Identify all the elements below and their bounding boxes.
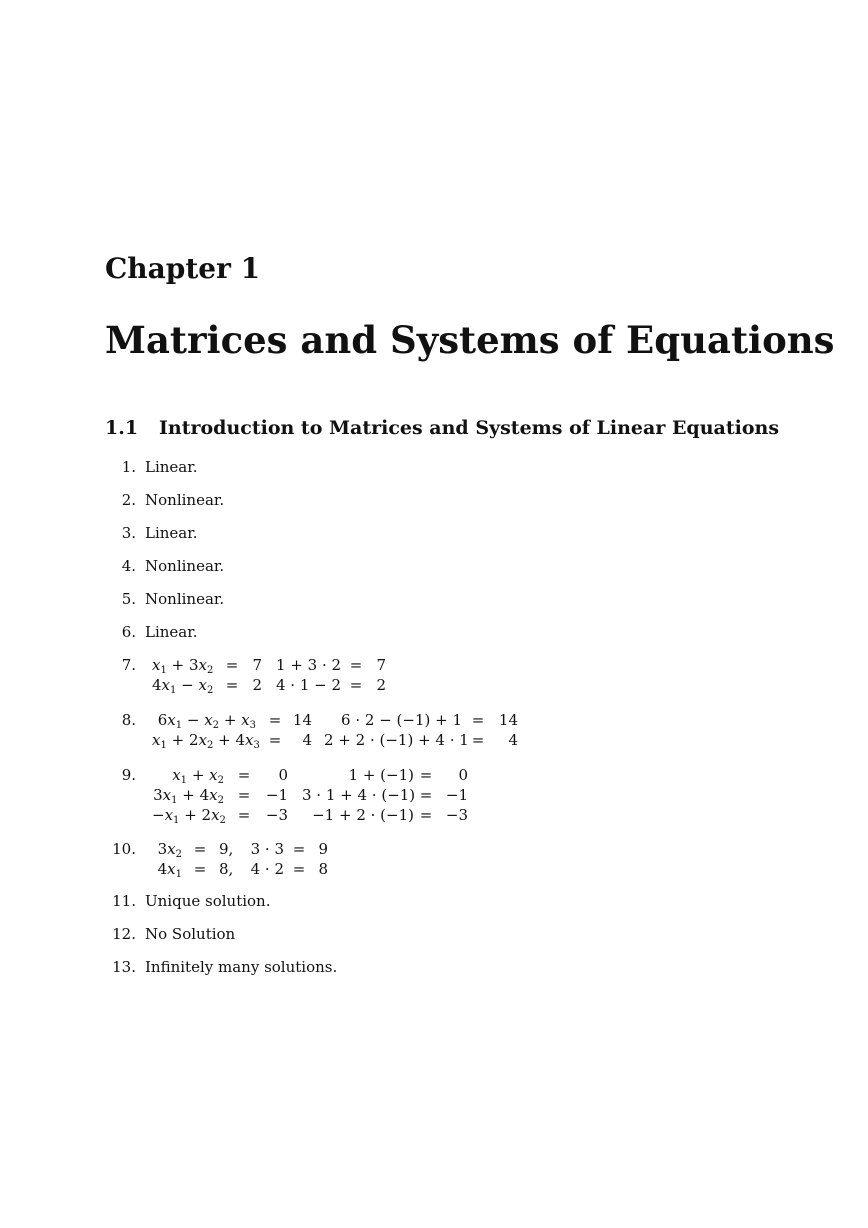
equation-lhs: $3x_1 + 4x_2$ (153, 786, 224, 806)
check-value: 7 (376, 656, 386, 674)
equation-lhs: $6x_1 - x_2 + x_3$ (157, 711, 256, 731)
item-text: Linear. (145, 623, 198, 641)
equation-rhs: 0 (278, 766, 288, 784)
equals-sign: = (193, 840, 207, 858)
section-heading (105, 417, 779, 439)
check-value: −3 (445, 806, 468, 824)
item-text: Linear. (145, 458, 198, 476)
equals-sign: = (225, 676, 239, 694)
equation-lhs: $x_1 + 2x_2 + 4x_3$ (152, 731, 260, 751)
check-expression: 2 + 2 · (−1) + 4 · 1 (324, 731, 469, 749)
check-value: 2 (376, 676, 386, 694)
equation-lhs: $x_1 + x_2$ (172, 766, 224, 786)
equals-sign: = (471, 711, 485, 729)
equation-rhs: 4 (302, 731, 312, 749)
check-value: 8 (318, 860, 328, 878)
item-number: 9. (121, 766, 136, 784)
item-number: 13. (112, 958, 136, 976)
equation-lhs: $3x_2$ (157, 840, 182, 860)
item-number: 3. (121, 524, 136, 542)
equation-rhs: 9, (219, 840, 234, 858)
equals-sign: = (292, 860, 306, 878)
equals-sign: = (225, 656, 239, 674)
equals-sign: = (292, 840, 306, 858)
equals-sign: = (419, 806, 433, 824)
item-text: Nonlinear. (145, 590, 225, 608)
equals-sign: = (237, 766, 251, 784)
check-expression: 4 · 1 − 2 (276, 676, 342, 694)
equation-rhs: 8, (219, 860, 234, 878)
equals-sign: = (471, 731, 485, 749)
equation-lhs: $-x_1 + 2x_2$ (152, 806, 226, 826)
item-number: 10. (112, 840, 136, 858)
check-expression: −1 + 2 · (−1) (312, 806, 414, 824)
section-title: Introduction to Matrices and Systems of Linear Equations (159, 417, 780, 439)
check-expression: 4 · 2 (250, 860, 284, 878)
item-number: 6. (121, 623, 136, 641)
equation-lhs: $x_1 + 3x_2$ (152, 656, 214, 676)
item-text: No Solution (145, 925, 236, 943)
equals-sign: = (419, 786, 433, 804)
item-number: 2. (121, 491, 136, 509)
item-text: Linear. (145, 524, 198, 542)
section-number: 1.1 (105, 417, 139, 439)
equals-sign: = (349, 676, 363, 694)
check-expression: 3 · 3 (250, 840, 284, 858)
equals-sign: = (193, 860, 207, 878)
chapter-label: Chapter 1 (105, 252, 261, 285)
check-value: −1 (445, 786, 468, 804)
check-value: 9 (318, 840, 328, 858)
check-value: 4 (508, 731, 518, 749)
item-text: Nonlinear. (145, 491, 225, 509)
item-number: 7. (121, 656, 136, 674)
item-number: 5. (121, 590, 136, 608)
equals-sign: = (419, 766, 433, 784)
equals-sign: = (349, 656, 363, 674)
item-number: 8. (121, 711, 136, 729)
item-number: 4. (121, 557, 136, 575)
equals-sign: = (268, 711, 282, 729)
equation-rhs: −3 (265, 806, 288, 824)
item-text: Infinitely many solutions. (145, 958, 338, 976)
check-value: 14 (498, 711, 518, 729)
equation-lhs: $4x_1 - x_2$ (152, 676, 214, 696)
equals-sign: = (237, 806, 251, 824)
chapter-title: Matrices and Systems of Equations (105, 318, 835, 362)
item-text: Unique solution. (145, 892, 271, 910)
check-expression: 6 · 2 − (−1) + 1 (341, 711, 462, 729)
equation-rhs: 7 (252, 656, 262, 674)
item-text: Nonlinear. (145, 557, 225, 575)
item-number: 1. (121, 458, 136, 476)
check-value: 0 (458, 766, 468, 784)
equals-sign: = (237, 786, 251, 804)
item-number: 12. (112, 925, 136, 943)
check-expression: 1 + (−1) (348, 766, 414, 784)
equation-rhs: 2 (252, 676, 262, 694)
equals-sign: = (268, 731, 282, 749)
equation-rhs: 14 (292, 711, 312, 729)
item-number: 11. (112, 892, 136, 910)
check-expression: 1 + 3 · 2 (276, 656, 342, 674)
equation-rhs: −1 (265, 786, 288, 804)
equation-lhs: $4x_1$ (157, 860, 182, 880)
check-expression: 3 · 1 + 4 · (−1) (302, 786, 416, 804)
